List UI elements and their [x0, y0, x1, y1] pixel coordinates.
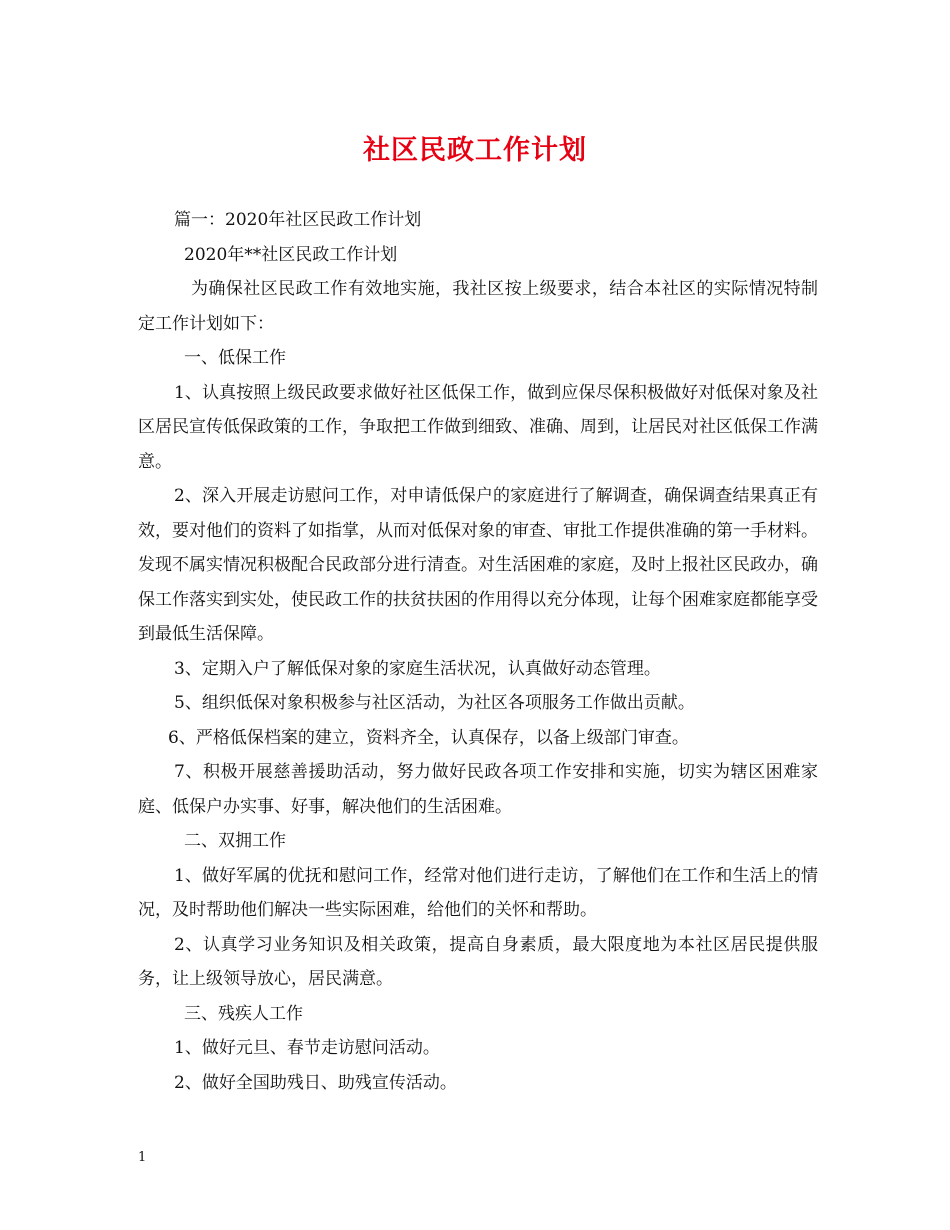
paragraph: 2、做好全国助残日、助残宣传活动。 — [174, 1072, 457, 1093]
plan-subtitle: 2020年**社区民政工作计划 — [184, 244, 398, 265]
paragraph: 6、严格低保档案的建立，资料齐全，认真保存，以备上级部门审查。 — [168, 727, 689, 748]
paragraph: 2、认真学习业务知识及相关政策，提高自身素质，最大限度地为本社区居民提供服务，让上级领导放心，居民满意。 — [138, 934, 818, 989]
section-heading: 二、双拥工作 — [184, 831, 286, 851]
paragraph: 1、做好元旦、春节走访慰问活动。 — [174, 1038, 440, 1058]
paragraph: 1、认真按照上级民政要求做好社区低保工作，做到应保尽保积极做好对低保对象及社区居民宣传低保政策的工作，争取把工作做到细致、准确、周到，让居民对社区低保工作满意。 — [138, 382, 818, 472]
section-heading: 篇一：2020年社区民政工作计划 — [174, 210, 422, 230]
paragraph: 5、组织低保对象积极参与社区活动，为社区各项服务工作做出贡献。 — [174, 693, 695, 713]
paragraph: 为确保社区民政工作有效地实施，我社区按上级要求，结合本社区的实际情况特制定工作计划如下： — [138, 279, 818, 334]
document-title: 社区民政工作计划 — [363, 135, 587, 166]
page-number: 1 — [138, 1150, 147, 1165]
paragraph: 1、做好军属的优抚和慰问工作，经常对他们进行走访，了解他们在工作和生活上的情况，及时帮助他们解决一些实际困难，给他们的关怀和帮助。 — [138, 865, 818, 920]
paragraph: 3、定期入户了解低保对象的家庭生活状况，认真做好动态管理。 — [174, 658, 661, 679]
section-heading: 一、低保工作 — [184, 348, 286, 368]
document-body — [138, 203, 818, 1100]
paragraph: 2、深入开展走访慰问工作，对申请低保户的家庭进行了解调查，确保调查结果真正有效，要对他们的资料了如指掌，从而对低保对象的审查、审批工作提供准确的第一手材料。发现不属实情况积极配合民政部分进行清查。对生活困难的家庭，及时上报社区民政办，确保工作落实到实处，使民政工作的扶贫扶困的作用得以充分体现，让每个困难家庭都能享受到最低生活保障。 — [138, 486, 818, 644]
paragraph: 7、积极开展慈善援助活动，努力做好民政各项工作安排和实施，切实为辖区困难家庭、低保户办实事、好事，解决他们的生活困难。 — [138, 762, 818, 817]
section-heading: 三、残疾人工作 — [184, 1003, 303, 1024]
